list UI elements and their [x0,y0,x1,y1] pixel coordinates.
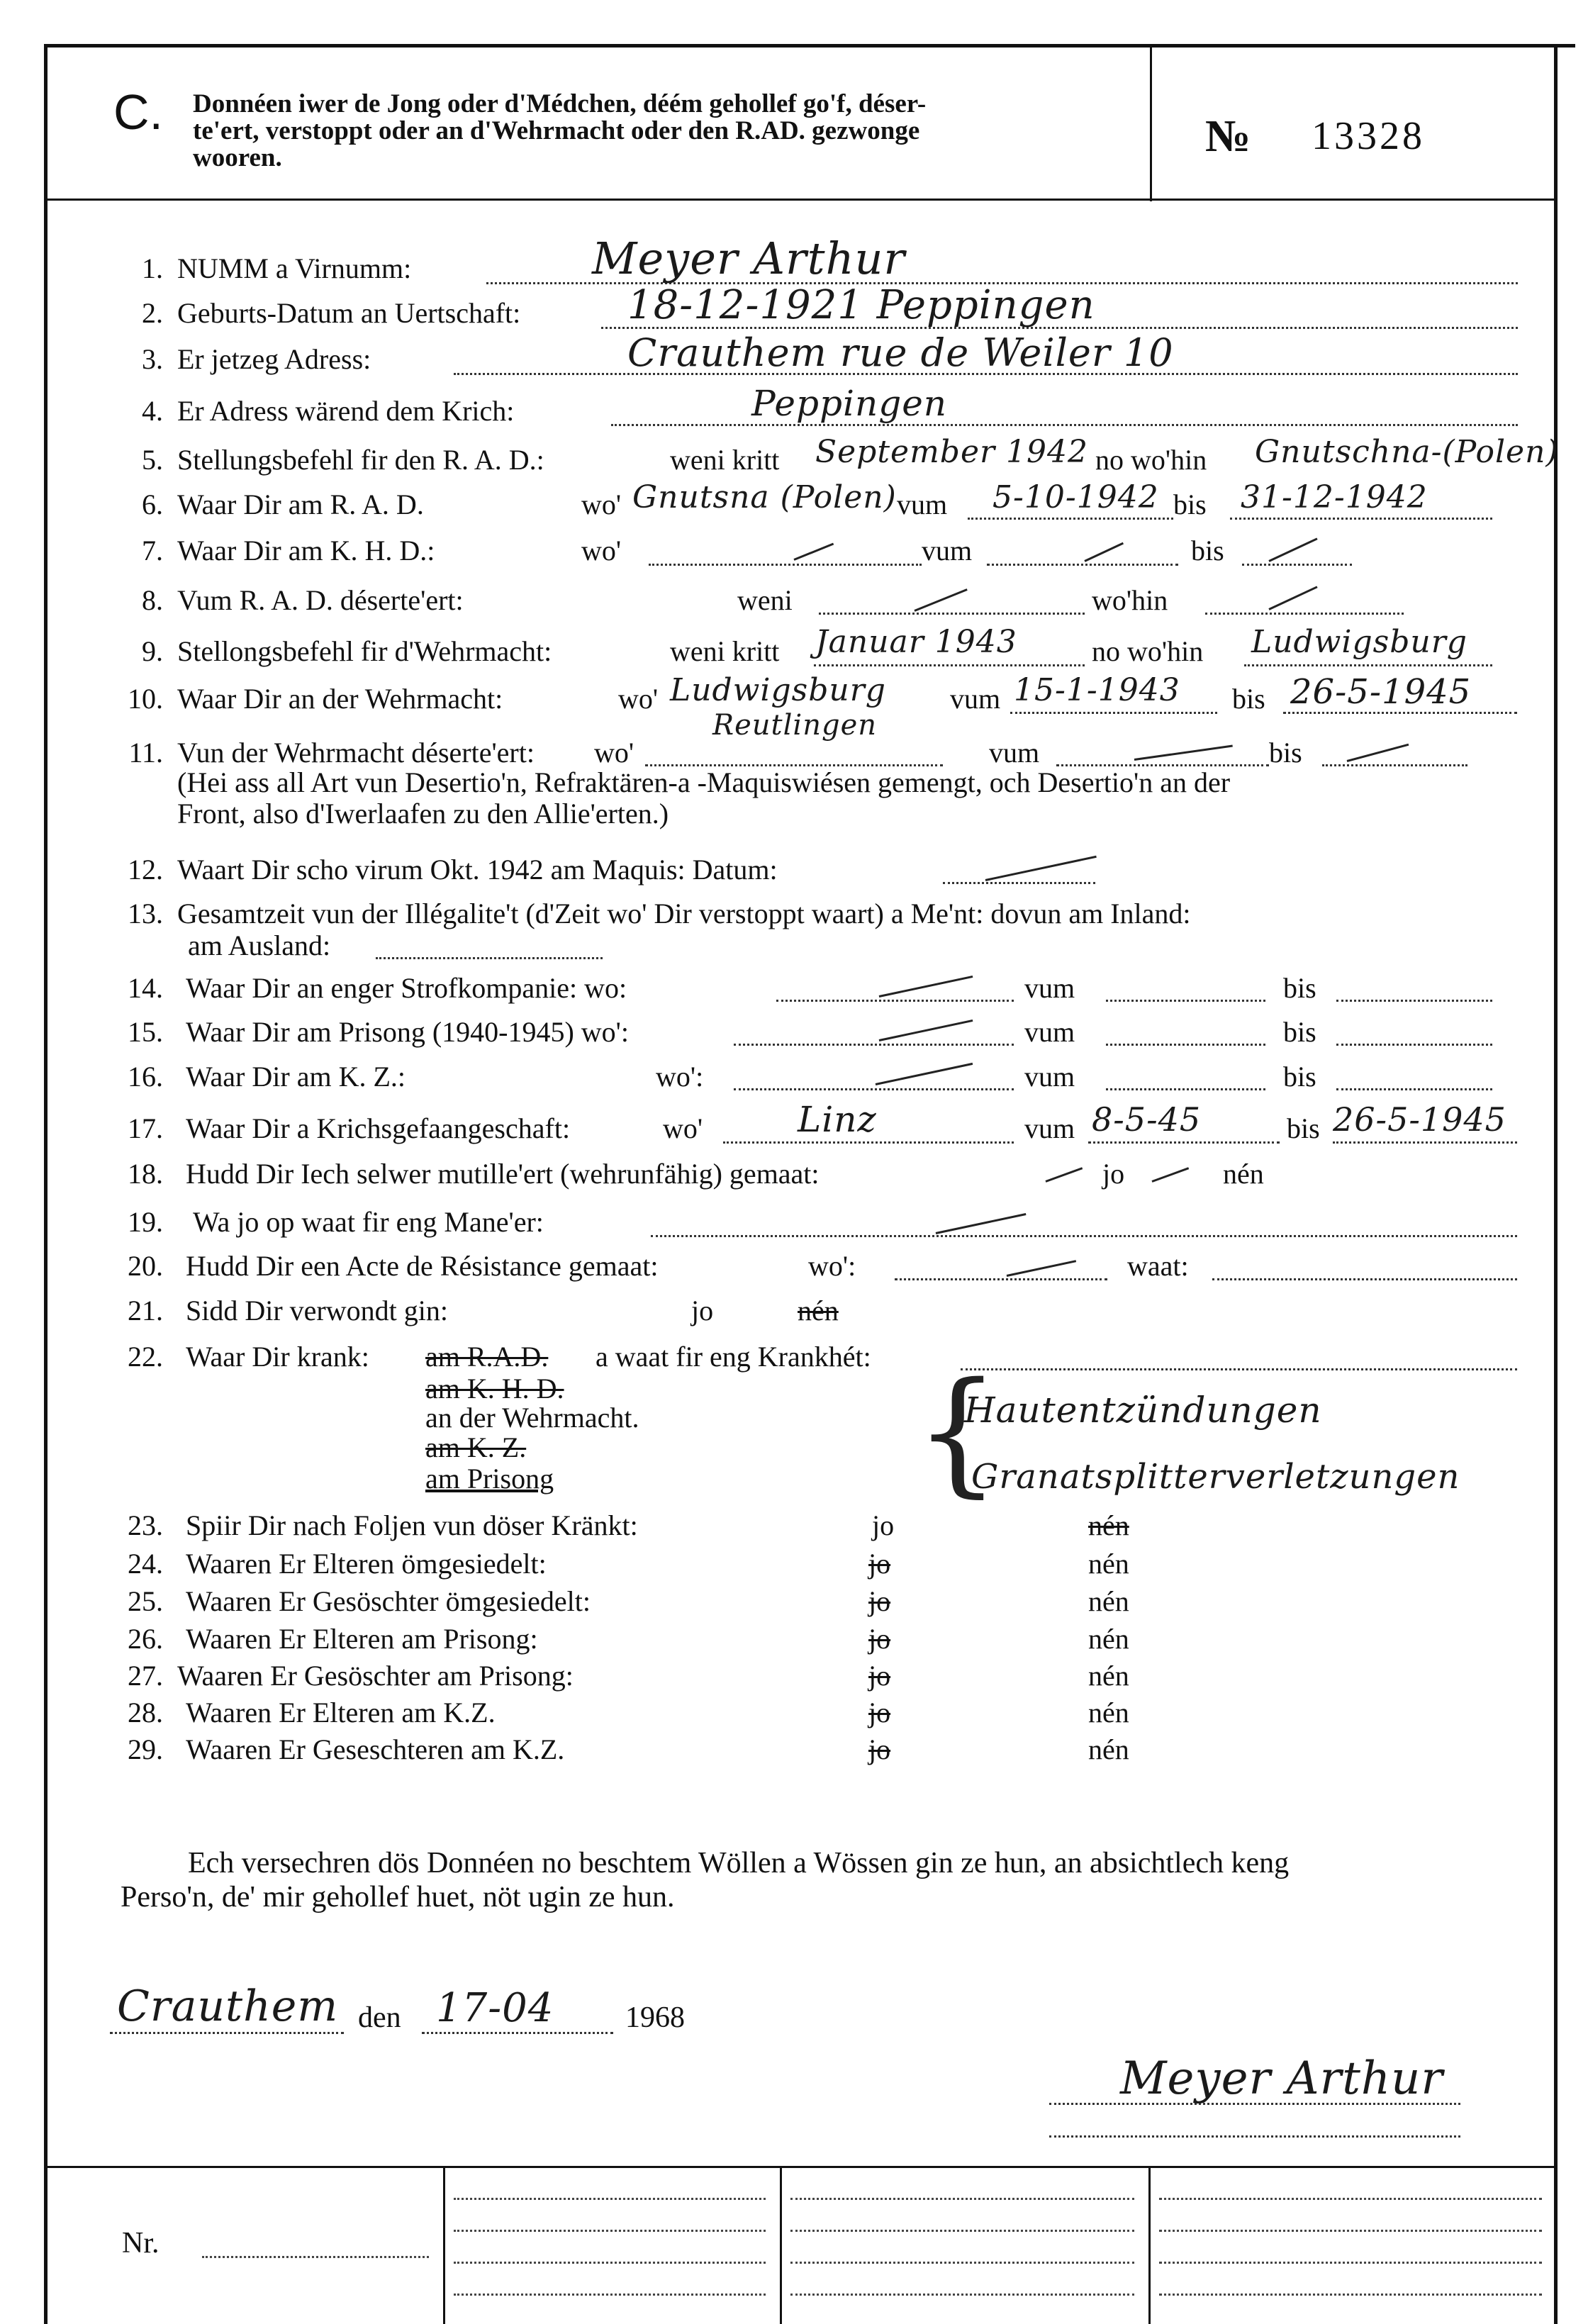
signature-year: 1968 [625,2001,685,2034]
row-17-wo-line [723,1141,1014,1144]
row-11-wo-label: wo' [594,737,634,769]
row-9-label: Stellongsbefehl fir d'Wehrmacht: [177,635,552,667]
row-10-label: Waar Dir an der Wehrmacht: [177,683,503,715]
footer-cell-4-line-3 [1159,2262,1542,2264]
place-line [110,2032,344,2034]
row-16-number: 16. [128,1061,163,1093]
row-10-vum-line [1010,712,1217,714]
row-22-option-khd-struck: am K. H. D. [425,1373,564,1404]
row-15-dash-mark [879,1019,973,1041]
footer-cell-4-line-1 [1159,2198,1542,2200]
row-13-label: Gesamtzeit vun der Illégalite't (d'Zeit wo' Dir verstoppt waart) a Me'nt: dovun am Inland: [177,898,1191,929]
row-23-label: Spiir Dir nach Foljen vun döser Kränkt: [186,1509,638,1541]
row-21-number: 21. [128,1295,163,1326]
row-8-wohin-dash-mark [1268,586,1317,610]
document-number: 13328 [1312,114,1425,158]
row-17-value-from: 8-5-45 [1092,1100,1202,1139]
frame-right [1554,44,1558,2324]
row-16-vum-line [1106,1088,1265,1090]
row-10-value-from: 15-1-1943 [1014,672,1180,708]
row-17-label: Waar Dir a Krichsgefaangeschaft: [186,1112,571,1144]
footer-cell-4-line-4 [1159,2294,1542,2296]
signature: Meyer Arthur [1120,2052,1443,2105]
row-11-note-line-1: (Hei ass all Art vun Desertio'n, Refraktären-a -Maquiswiésen gemengt, och Desertio'n an der [177,766,1231,798]
row-5-label: Stellungsbefehl fir den R. A. D.: [177,444,544,476]
row-14-vum-line [1106,1000,1265,1002]
row-25-number: 25. [128,1585,163,1617]
row-29-jo-struck: jo [868,1733,891,1765]
row-22-option-prisong: am Prisong [425,1463,554,1495]
row-17-bis-line [1333,1141,1517,1144]
row-10-value-where-2: Reutlingen [712,709,878,742]
row-19-label: Wa jo op waat fir eng Mane'er: [193,1206,544,1238]
row-9-value-where: Ludwigsburg [1251,624,1467,660]
row-22-brace: { [915,1353,1000,1510]
row-10-bis-line [1283,712,1517,714]
row-9-value-when: Januar 1943 [815,624,1017,660]
footer-top-border [44,2166,1558,2168]
row-21-label: Sidd Dir verwondt gin: [186,1295,448,1326]
row-9-number: 9. [142,635,163,667]
row-11-vum-dash-mark [1134,745,1233,761]
row-6-value-where: Gnutsna (Polen) [632,479,897,515]
row-17-vum-label: vum [1024,1112,1075,1144]
row-26-number: 26. [128,1623,163,1655]
row-10-value-to: 26-5-1945 [1290,672,1472,712]
row-6-bis-line [1230,518,1492,520]
row-20-wo-line [895,1278,1107,1280]
row-4-label: Er Adress wärend dem Krich: [177,395,515,427]
row-18-nen: nén [1223,1158,1264,1190]
row-16-wo-line [734,1088,1014,1090]
row-15-bis-line [1336,1044,1492,1046]
row-23-nen-struck: nén [1088,1509,1129,1541]
row-6-value-from: 5-10-1942 [992,479,1159,515]
row-13-label-2: am Ausland: [188,929,331,961]
row-22-value-1: Hautentzündungen [964,1390,1322,1431]
row-21-nen-struck: nén [798,1295,839,1326]
row-11-bis-label: bis [1269,737,1302,769]
header-divider [44,199,1558,201]
row-1-number: 1. [142,252,163,284]
row-11-note-line-2: Front, also d'Iwerlaafen zu den Allie'erten.) [177,798,669,829]
row-7-label: Waar Dir am K. H. D.: [177,535,435,566]
footer-cell-3-line-2 [790,2230,1134,2232]
header-title-line-3: wooren. [193,143,282,172]
row-15-number: 15. [128,1016,163,1048]
section-letter: C. [113,84,163,140]
row-17-bis-label: bis [1287,1112,1320,1144]
row-14-dash-mark [879,976,973,998]
row-20-label: Hudd Dir een Acte de Résistance gemaat: [186,1250,659,1282]
row-27-number: 27. [128,1660,163,1692]
row-7-wo-line [649,564,922,566]
row-20-waat-line [1212,1278,1517,1280]
row-19-field-line [651,1235,1517,1237]
row-10-value-where: Ludwigsburg [670,672,886,708]
row-1-label: NUMM a Virnumm: [177,252,412,284]
row-9-no-wohin-label: no wo'hin [1092,635,1204,667]
row-22-number: 22. [128,1341,163,1373]
row-6-bis-label: bis [1173,488,1207,520]
row-14-vum-label: vum [1024,972,1075,1004]
row-26-jo-struck: jo [868,1623,891,1655]
signature-line-2 [1049,2135,1460,2138]
row-11-vum-label: vum [989,737,1040,769]
row-25-jo-struck: jo [868,1585,891,1617]
row-13-ausland-line [376,957,603,959]
row-10-wo-label: wo' [618,683,659,715]
footer-cell-2-line-2 [454,2230,766,2232]
row-16-wo-label: wo': [656,1061,704,1093]
row-5-weni-label: weni kritt [670,444,780,476]
row-9-weni-line [814,664,1085,666]
header-title-line-2: te'ert, verstoppt oder an d'Wehrmacht oder den R.AD. gezwonge [193,116,920,145]
row-4-number: 4. [142,395,163,427]
row-10-bis-label: bis [1232,683,1265,715]
row-12-label: Waart Dir scho virum Okt. 1942 am Maquis: Datum: [177,854,778,886]
row-2-value: 18-12-1921 Peppingen [627,282,1095,328]
row-4-value: Peppingen [751,383,947,424]
row-7-vum-dash-mark [1084,542,1124,562]
row-20-dash-mark [1007,1260,1076,1277]
row-19-dash-mark [936,1213,1027,1234]
row-21-jo: jo [691,1295,714,1326]
row-7-number: 7. [142,535,163,566]
row-20-number: 20. [128,1250,163,1282]
row-22-option-wehrmacht: an der Wehrmacht. [425,1402,639,1434]
row-28-nen: nén [1088,1697,1129,1728]
declaration-line-2: Perso'n, de' mir gehollef huet, nöt ugin ze hun. [121,1881,675,1914]
row-28-label: Waaren Er Elteren am K.Z. [186,1697,496,1728]
row-27-label: Waaren Er Gesöschter am Prisong: [177,1660,574,1692]
row-14-bis-label: bis [1283,972,1316,1004]
row-23-jo: jo [872,1509,895,1541]
signature-date: 17-04 [436,1985,554,2031]
row-17-value-where: Linz [798,1099,877,1140]
row-25-label: Waaren Er Gesöschter ömgesiedelt: [186,1585,591,1617]
row-5-value-when: September 1942 [815,434,1088,470]
row-6-vum-label: vum [897,488,948,520]
row-26-label: Waaren Er Elteren am Prisong: [186,1623,538,1655]
footer-nr-line [202,2256,429,2258]
row-17-number: 17. [128,1112,163,1144]
row-8-weni-dash-mark [914,588,967,612]
row-10-number: 10. [128,683,163,715]
row-18-mark-before-jo [1045,1167,1083,1183]
row-24-jo-struck: jo [868,1548,891,1580]
row-22-after-label: a waat fir eng Krankhét: [596,1341,871,1373]
row-26-nen: nén [1088,1623,1129,1655]
row-25-nen: nén [1088,1585,1129,1617]
row-7-bis-line [1242,564,1352,566]
footer-cell-2-line-3 [454,2262,766,2264]
header-title-line-1: Donnéen iwer de Jong oder d'Médchen, déém gehollef go'f, déser- [193,89,927,118]
footer-cell-3-line-4 [790,2294,1134,2296]
row-16-vum-label: vum [1024,1061,1075,1093]
row-12-number: 12. [128,854,163,886]
row-14-number: 14. [128,972,163,1004]
row-15-vum-line [1106,1044,1265,1046]
row-28-jo-struck: jo [868,1697,891,1728]
row-20-wo-label: wo': [808,1250,856,1282]
row-10-vum-label: vum [950,683,1001,715]
row-27-nen: nén [1088,1660,1129,1692]
footer-divider-1 [443,2166,445,2324]
row-8-wohin-line [1205,613,1404,615]
row-29-label: Waaren Er Geseschteren am K.Z. [186,1733,565,1765]
row-7-vum-label: vum [922,535,973,566]
row-14-label: Waar Dir an enger Strofkompanie: wo: [186,972,627,1004]
row-22-label: Waar Dir krank: [186,1341,369,1373]
footer-cell-4-line-2 [1159,2230,1542,2232]
row-16-bis-label: bis [1283,1061,1316,1093]
row-23-number: 23. [128,1509,163,1541]
row-1-value: Meyer Arthur [592,233,906,284]
row-6-wo-label: wo' [581,488,622,520]
row-22-value-2: Granatsplitterverletzungen [971,1457,1460,1497]
row-12-dash-mark [985,856,1097,881]
row-8-number: 8. [142,584,163,616]
date-line [422,2032,613,2034]
row-15-bis-label: bis [1283,1016,1316,1048]
number-symbol: № [1205,111,1251,161]
frame-left [44,44,47,2324]
row-8-weni-label: weni [737,584,793,616]
footer-cell-3-line-3 [790,2262,1134,2264]
row-2-label: Geburts-Datum an Uertschaft: [177,297,521,329]
row-8-weni-line [819,613,1085,615]
footer-divider-3 [1148,2166,1151,2324]
header-number-divider [1150,44,1152,201]
row-2-number: 2. [142,297,163,329]
row-24-label: Waaren Er Elteren ömgesiedelt: [186,1548,547,1580]
footer-cell-3-line-1 [790,2198,1134,2200]
row-3-value: Crauthem rue de Weiler 10 [627,330,1174,375]
footer-nr-label: Nr. [122,2227,160,2259]
row-14-wo-line [776,1000,1014,1002]
row-19-number: 19. [128,1206,163,1238]
row-14-bis-line [1336,1000,1492,1002]
row-28-number: 28. [128,1697,163,1728]
signature-den: den [358,2001,401,2034]
row-8-label: Vum R. A. D. déserte'ert: [177,584,464,616]
header-title [193,91,926,172]
row-29-nen: nén [1088,1733,1129,1765]
declaration-line-1: Ech versechren dös Donnéen no beschtem Wöllen a Wössen gin ze hun, an absichtlech keng [188,1847,1290,1879]
row-15-wo-line [734,1044,1014,1046]
row-16-dash-mark [876,1063,973,1085]
row-22-option-rad-struck: am R.A.D. [425,1341,549,1373]
footer-cell-2-line-4 [454,2294,766,2296]
row-15-label: Waar Dir am Prisong (1940-1945) wo': [186,1016,629,1048]
row-11-number: 11. [128,737,163,769]
row-6-value-to: 31-12-1942 [1241,479,1428,515]
row-3-label: Er jetzeg Adress: [177,343,371,375]
row-17-value-to: 26-5-1945 [1333,1100,1506,1139]
row-16-bis-line [1336,1088,1492,1090]
row-7-wo-label: wo' [581,535,622,566]
row-12-date-line [943,882,1095,884]
row-15-vum-label: vum [1024,1016,1075,1048]
row-18-number: 18. [128,1158,163,1190]
row-5-number: 5. [142,444,163,476]
row-5-value-where: Gnutschna-(Polen) [1255,434,1559,470]
row-20-waat-label: waat: [1127,1250,1189,1282]
row-22-option-kz-struck: am K. Z. [425,1431,527,1463]
row-7-bis-label: bis [1191,535,1224,566]
row-29-number: 29. [128,1733,163,1765]
row-16-label: Waar Dir am K. Z.: [186,1061,406,1093]
row-6-number: 6. [142,488,163,520]
row-17-vum-line [1088,1141,1280,1144]
footer-cell-2-line-1 [454,2198,766,2200]
signature-place: Crauthem [117,1982,339,2031]
row-27-jo-struck: jo [868,1660,891,1692]
row-9-weni-label: weni kritt [670,635,780,667]
row-7-wo-dash-mark [793,543,834,561]
footer-divider-2 [780,2166,782,2324]
row-9-wohin-line [1244,664,1492,666]
frame-top [44,44,1575,48]
row-24-nen: nén [1088,1548,1129,1580]
row-24-number: 24. [128,1548,163,1580]
row-7-bis-dash-mark [1268,537,1317,562]
row-8-wohin-label: wo'hin [1092,584,1168,616]
row-4-field-line [611,424,1518,426]
row-11-bis-line [1322,764,1467,766]
row-6-vum-line [968,518,1173,520]
row-22-illness-line [961,1368,1517,1370]
row-18-mark-after-jo [1151,1167,1189,1183]
row-13-number: 13. [128,898,163,929]
row-18-label: Hudd Dir Iech selwer mutille'ert (wehrunfähig) gemaat: [186,1158,820,1190]
row-7-vum-line [987,564,1178,566]
row-6-label: Waar Dir am R. A. D. [177,488,424,520]
row-5-no-wohin-label: no wo'hin [1095,444,1207,476]
row-17-wo-label: wo' [663,1112,703,1144]
row-11-bis-dash-mark [1347,744,1409,762]
row-18-jo: jo [1102,1158,1125,1190]
row-3-number: 3. [142,343,163,375]
row-11-label: Vun der Wehrmacht déserte'ert: [177,737,535,769]
